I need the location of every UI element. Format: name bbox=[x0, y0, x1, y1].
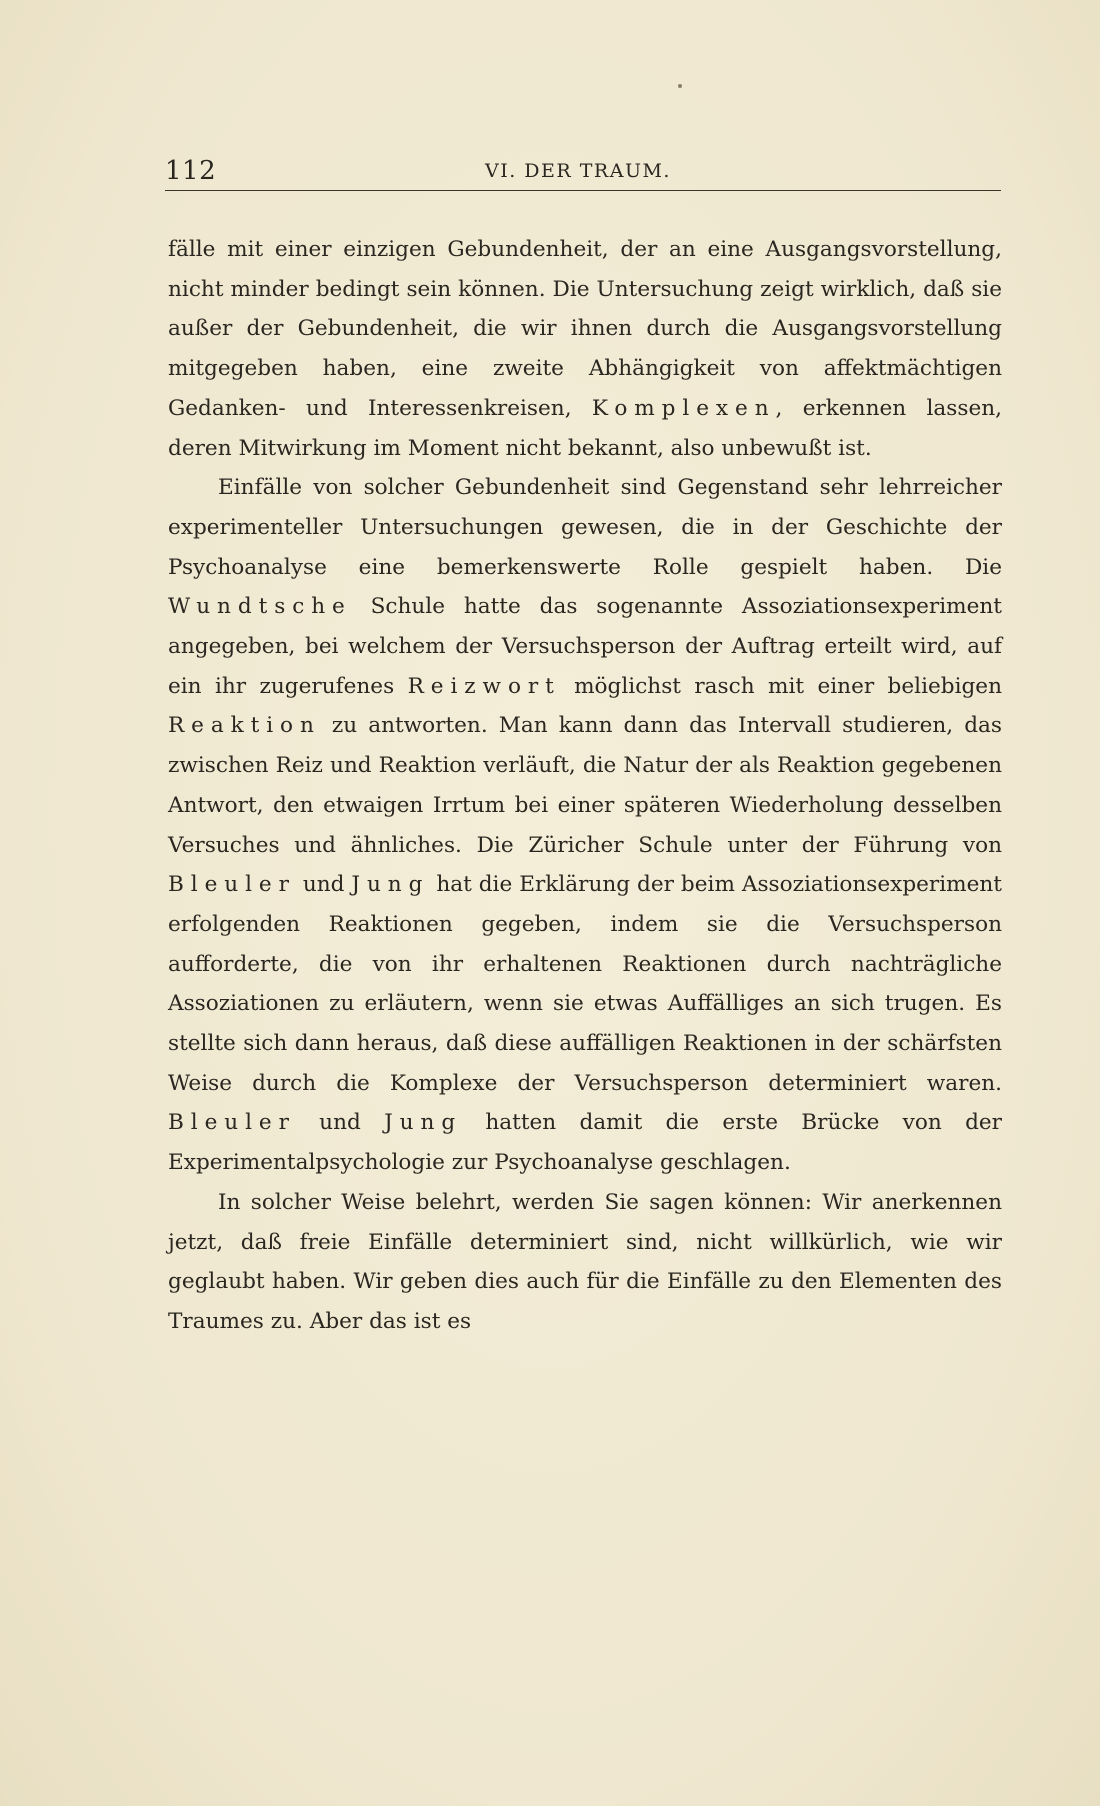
page-header bbox=[165, 156, 1001, 196]
paragraph-1 bbox=[168, 230, 1002, 468]
body-text bbox=[168, 230, 1002, 1342]
text-run: zu antworten. Man kann dann das Intervall studieren, das zwischen Reiz und Reaktion verläuft, die Natur der als Reaktion gegebenen Antwort, den etwaigen Irrtum bei einer späteren Wiederholung desselben Versuches und ähnliches. Die Züricher Schule unter der Führung von bbox=[168, 713, 1002, 858]
spaced-term: Bleuler bbox=[168, 1110, 296, 1136]
spaced-term: Bleuler bbox=[168, 872, 296, 898]
text-run: Schule hatte das sogenannte Assoziationsexperiment angegeben, bei welchem der Versuchsperson der Auftrag erteilt wird, auf ein ihr zugerufenes bbox=[168, 594, 1002, 699]
spaced-term: Reaktion bbox=[168, 713, 321, 739]
text-run: und bbox=[295, 1110, 385, 1136]
text-run: hatten damit die erste Brücke von der Experimentalpsychologie zur Psychoanalyse geschlagen. bbox=[168, 1110, 1002, 1176]
text-run: Einfälle von solcher Gebundenheit sind Gegenstand sehr lehrreicher experimenteller Untersuchungen gewesen, die in der Geschichte der Psychoanalyse eine bemerkenswerte Rolle gespielt haben. Die bbox=[168, 475, 1002, 580]
spaced-term: Jung bbox=[384, 1110, 463, 1136]
page-number: 112 bbox=[165, 156, 217, 186]
text-run: hat die Erklärung der beim Assoziationsexperiment erfolgenden Reaktionen gegeben, indem sie die Versuchsperson aufforderte, die von ihr erhaltenen Reaktionen durch nachträgliche Assoziationen zu erläutern, wenn sie etwas Auffälliges an sich trugen. Es stellte sich dann heraus, daß diese auffälligen Reaktionen in der schärfsten Weise durch die Komplexe der Versuchsperson determiniert waren. bbox=[168, 872, 1002, 1096]
text-run: fälle mit einer einzigen Gebundenheit, der an eine Ausgangsvorstellung, nicht minder bedingt sein können. Die Untersuchung zeigt wirklich, daß sie außer der Gebundenheit, die wir ihnen durch die Ausgangsvorstellung mitgegeben haben, eine zweite Abhängigkeit von affektmächtigen Gedanken- und Interessenkreisen, bbox=[168, 237, 1002, 421]
text-run: In solcher Weise belehrt, werden Sie sagen können: Wir anerkennen jetzt, daß freie Einfälle determiniert sind, nicht willkürlich, wie wir geglaubt haben. Wir geben dies auch für die Einfälle zu den Elementen des Traumes zu. Aber das ist es bbox=[168, 1189, 1002, 1334]
text-run: möglichst rasch mit einer beliebigen bbox=[560, 673, 1002, 699]
text-run: , erkennen lassen, deren Mitwirkung im Moment nicht bekannt, also unbewußt ist. bbox=[168, 395, 1002, 461]
paragraph-3 bbox=[168, 1183, 1002, 1342]
spaced-term: Komplexen bbox=[591, 395, 776, 421]
header-rule bbox=[165, 190, 1001, 191]
running-head: VI. DER TRAUM. bbox=[485, 160, 671, 182]
spaced-term: Jung bbox=[351, 872, 430, 898]
spaced-term: Reizwort bbox=[407, 673, 561, 699]
paper-speck bbox=[678, 84, 682, 88]
paragraph-2 bbox=[168, 468, 1002, 1183]
text-run: und bbox=[295, 872, 352, 898]
spaced-term: Wundtsche bbox=[168, 594, 352, 620]
